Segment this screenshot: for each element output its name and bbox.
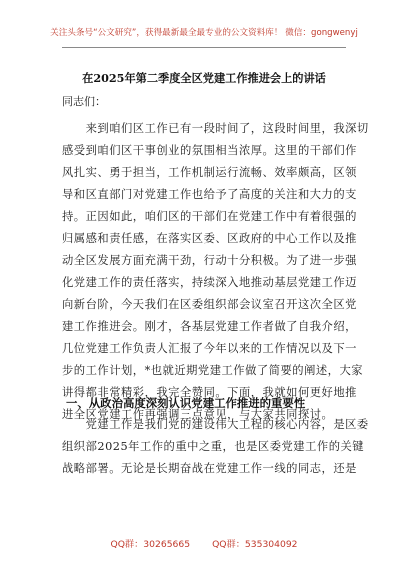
paragraph-line: 向新台阶，今天我们在区委组织部会议室召开这次全区党	[62, 298, 357, 311]
paragraph-line: 讲得都非常精彩，我完全赞同。下面，我就如何更好地推	[62, 386, 357, 399]
body-paragraph-2	[62, 414, 369, 480]
paragraph-line: 战略部署。无论是长期奋战在党建工作一线的同志，还是	[62, 462, 357, 475]
paragraph-line: 来到咱们区工作已有一段时间了，这段时间里，我深切	[62, 122, 369, 135]
paragraph-line: 归属感和责任感，在落实区委、区政府的中心工作以及推	[62, 232, 357, 245]
paragraph-line: 组织部2025年工作的重中之重，也是区委党建工作的关键	[62, 440, 365, 453]
paragraph-line: 持。正因如此，咱们区的干部们在党建工作中有着很强的	[62, 210, 357, 223]
footer-qq-groups	[0, 536, 408, 550]
paragraph-line: 动全区发展方面充满干劲，行动十分积极。为了进一步强	[62, 254, 357, 267]
header-banner: 关注头条号“公文研究”，获得最新最全最专业的公文资料库！ 微信：gongwenyj	[50, 28, 358, 38]
paragraph-line: 步的工作计划，*也就近期党建工作做了简要的阐述，大家	[62, 364, 364, 377]
footer-qq-group-1: QQ群：30265665	[110, 539, 191, 550]
paragraph-line: 几位党建工作负责人汇报了今年以来的工作情况以及下一	[62, 342, 357, 355]
paragraph-line: 导和区直部门对党建工作也给予了高度的关注和大力的支	[62, 188, 357, 201]
paragraph-line: 党建工作是我们党的建设伟大工程的核心内容，是区委	[62, 418, 369, 431]
header-divider	[62, 47, 346, 48]
document-title: 在2025年第二季度全区党建工作推进会上的讲话	[82, 71, 326, 85]
footer-qq-group-2: QQ群：535304092	[212, 539, 298, 550]
paragraph-line: 风扎实、勇于担当，工作机制运行流畅、效率颇高，区领	[62, 166, 357, 179]
body-paragraph-1	[62, 118, 369, 426]
paragraph-line: 建工作推进会。刚才，各基层党建工作者做了自我介绍，	[62, 320, 357, 333]
paragraph-line: 进全区党建工作再强调三点意见，与大家共同探讨。	[62, 408, 334, 421]
salutation: 同志们：	[62, 95, 106, 108]
section-heading: 一、从政治高度深刻认识党建工作推进的重要性	[66, 396, 306, 410]
paragraph-line: 化党建工作的责任落实，持续深入地推动基层党建工作迈	[62, 276, 357, 289]
paragraph-line: 感受到咱们区干事创业的氛围相当浓厚。这里的干部们作	[62, 144, 357, 157]
